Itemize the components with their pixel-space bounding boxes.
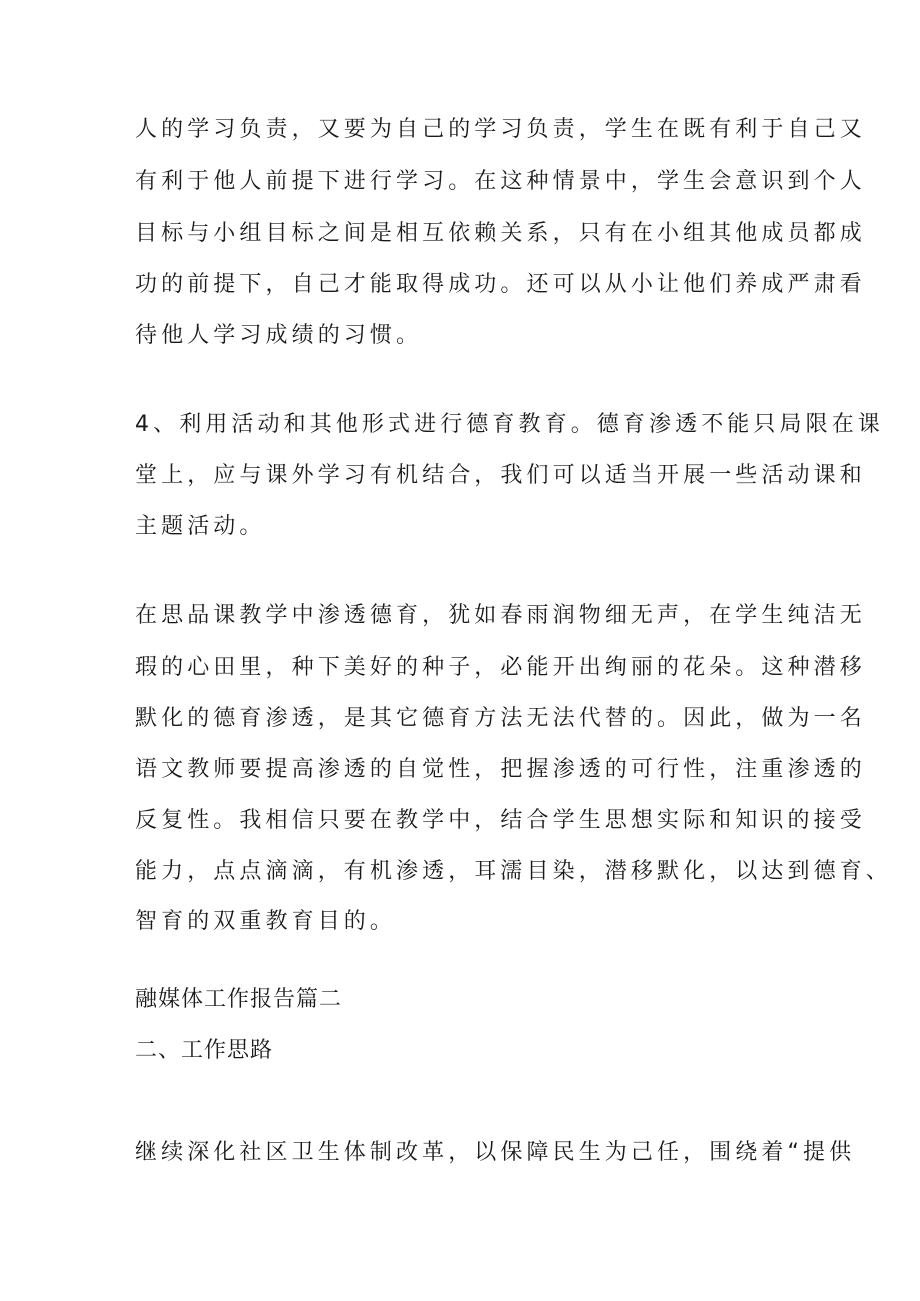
subsection-heading: 二、工作思路: [135, 1038, 274, 1063]
paragraph-1-line-1: 人的学习负责，又要为自己的学习负责，学生在既有利于自己又: [135, 117, 866, 142]
paragraph-3-line-3: 默化的德育渗透，是其它德育方法无法代替的。因此，做为一名: [135, 706, 866, 731]
paragraph-1-line-2: 有利于他人前提下进行学习。在这种情景中，学生会意识到个人: [135, 169, 866, 194]
paragraph-3-line-2: 瑕的心田里，种下美好的种子，必能开出绚丽的花朵。这种潜移: [135, 655, 866, 680]
paragraph-4-line-1: 继续深化社区卫生体制改革，以保障民生为己任，围绕着“提供: [135, 1140, 856, 1165]
paragraph-1-line-3: 目标与小组目标之间是相互依赖关系，只有在小组其他成员都成: [135, 221, 866, 246]
paragraph-2-line-2: 堂上，应与课外学习有机结合，我们可以适当开展一些活动课和: [135, 463, 866, 488]
paragraph-1-line-5: 待他人学习成绩的习惯。: [135, 323, 423, 348]
paragraph-3-line-6: 能力，点点滴滴，有机渗透，耳濡目染，潜移默化，以达到德育、: [135, 859, 892, 884]
paragraph-3-line-1: 在思品课教学中渗透德育，犹如春雨润物细无声，在学生纯洁无: [135, 603, 866, 628]
paragraph-3-line-4: 语文教师要提高渗透的自觉性，把握渗透的可行性，注重渗透的: [135, 757, 866, 782]
paragraph-2-line-1: 4、利用活动和其他形式进行德育教育。德育渗透不能只局限在课: [135, 412, 884, 437]
section-heading: 融媒体工作报告篇二: [135, 987, 343, 1012]
paragraph-3-line-5: 反复性。我相信只要在教学中，结合学生思想实际和知识的接受: [135, 808, 866, 833]
paragraph-1-line-4: 功的前提下，自己才能取得成功。还可以从小让他们养成严肃看: [135, 272, 866, 297]
paragraph-2-line-3: 主题活动。: [135, 514, 266, 539]
paragraph-3-line-7: 智育的双重教育目的。: [135, 909, 397, 934]
